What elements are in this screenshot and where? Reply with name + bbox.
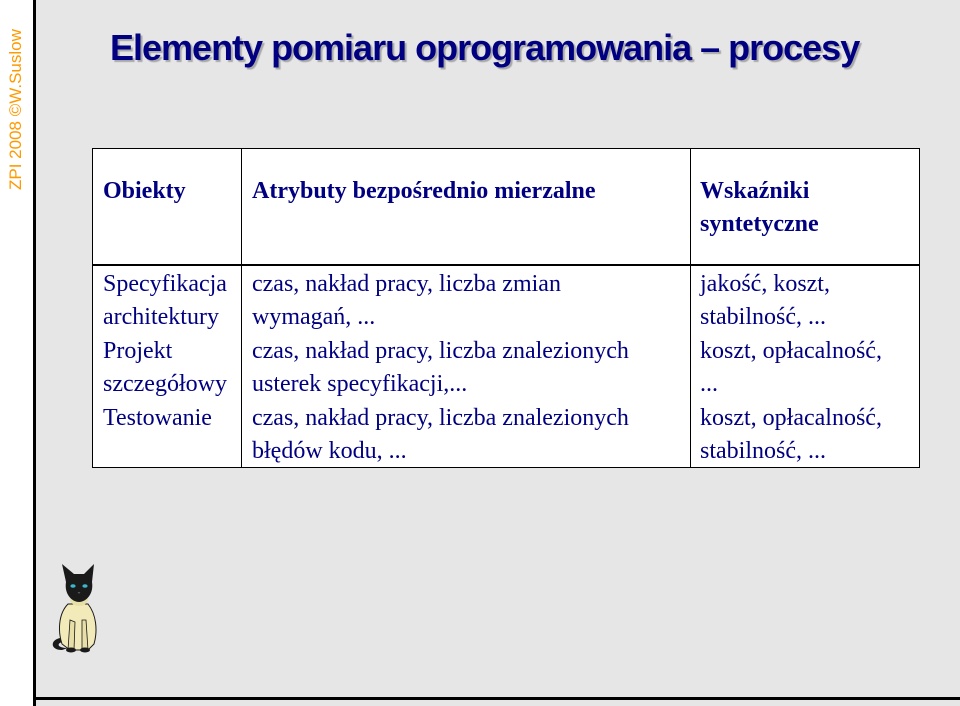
attributes-line1: czas, nakład pracy, liczba znalezionych: [252, 405, 629, 431]
object-line2: szczegółowy: [103, 371, 227, 397]
attributes-line2: błędów kodu, ...: [252, 438, 407, 464]
header-indicators-line1: Wskaźniki: [700, 178, 810, 204]
attributes-line2: usterek specyfikacji,...: [252, 371, 468, 397]
object-line2: architektury: [103, 304, 219, 330]
siamese-cat-svg: [48, 560, 106, 654]
indicators-line1: jakość, koszt,: [700, 271, 830, 297]
siamese-cat-icon: [48, 560, 106, 654]
indicators-line1: koszt, opłacalność,: [700, 405, 882, 431]
side-rule: [33, 0, 36, 706]
table-row-attributes: [252, 268, 688, 334]
table-row-indicators: [700, 402, 916, 468]
object-line1: Testowanie: [103, 405, 212, 431]
attributes-line2: wymagań, ...: [252, 304, 376, 330]
table-row-object: [103, 268, 239, 334]
header-indicators: [700, 175, 916, 241]
table-row-indicators: [700, 335, 916, 401]
bottom-rule: [33, 697, 960, 700]
object-line1: Specyfikacja: [103, 271, 227, 297]
slide-title: Elementy pomiaru oprogramowania – procesy: [110, 27, 860, 68]
attributes-line1: czas, nakład pracy, liczba zmian: [252, 271, 561, 297]
table-header-rule: [92, 264, 920, 266]
attributes-line1: czas, nakład pracy, liczba znalezionych: [252, 338, 629, 364]
indicators-line1: koszt, opłacalność,: [700, 338, 882, 364]
table-row-attributes: [252, 402, 688, 468]
side-label: ZPI 2008 ©W.Suslow: [6, 29, 25, 190]
table-row-object: [103, 335, 239, 401]
table-row-attributes: [252, 335, 688, 401]
header-indicators-line2: syntetyczne: [700, 211, 819, 237]
indicators-line2: stabilność, ...: [700, 304, 826, 330]
header-attributes: Atrybuty bezpośrednio mierzalne: [252, 178, 596, 204]
indicators-line2: stabilność, ...: [700, 438, 826, 464]
table-row-object: [103, 402, 239, 435]
table-column-rule: [690, 148, 691, 468]
table-row-indicators: [700, 268, 916, 334]
object-line1: Projekt: [103, 338, 173, 364]
indicators-line2: ...: [700, 371, 718, 397]
table-column-rule: [241, 148, 242, 468]
header-objects: Obiekty: [103, 178, 186, 204]
